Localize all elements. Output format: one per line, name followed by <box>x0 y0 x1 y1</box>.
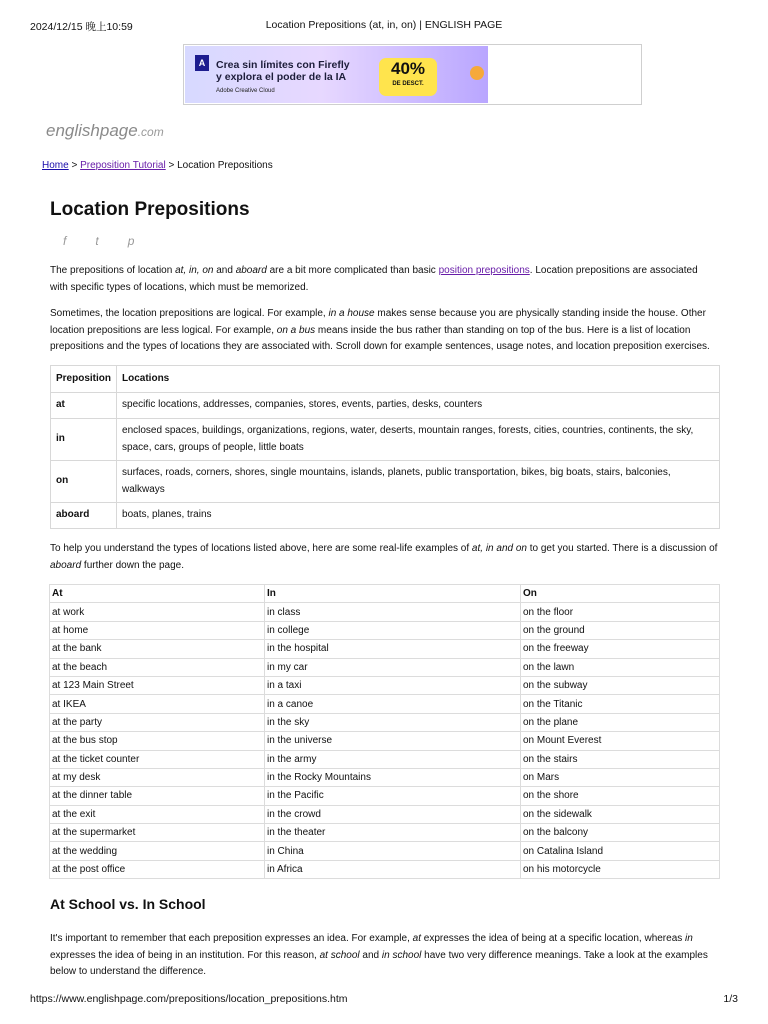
social-share-bar <box>63 234 163 248</box>
in-example-cell: in the army <box>265 750 521 768</box>
column-header: Preposition <box>51 366 117 393</box>
column-header: On <box>521 585 720 603</box>
column-header: Locations <box>117 366 720 393</box>
adobe-logo-icon: A <box>195 55 209 71</box>
site-logo-name: englishpage <box>46 121 138 140</box>
in-example-cell: in Africa <box>265 860 521 878</box>
table-row <box>50 713 720 731</box>
table-row <box>51 503 720 529</box>
text-run-italic: aboard <box>235 265 267 276</box>
text-run: and <box>359 949 382 961</box>
twitter-icon[interactable]: t <box>95 234 99 248</box>
on-example-cell: on the plane <box>521 713 720 731</box>
site-logo[interactable] <box>46 121 164 141</box>
at-example-cell: at the bus stop <box>50 732 265 750</box>
text-run: to get you started. There is a discussion of <box>526 543 718 554</box>
table-row <box>51 461 720 503</box>
in-example-cell: in China <box>265 842 521 860</box>
breadcrumb-separator: > <box>165 160 178 171</box>
on-example-cell: on Mars <box>521 768 720 786</box>
table-row <box>50 787 720 805</box>
discount-label: DE DESCT. <box>392 81 424 87</box>
text-run: Sometimes, the location prepositions are logical. For example, <box>50 308 329 319</box>
on-example-cell: on the lawn <box>521 658 720 676</box>
text-run: To help you understand the types of locations listed above, here are some real-life examples of <box>50 543 472 554</box>
at-example-cell: at the dinner table <box>50 787 265 805</box>
in-example-cell: in the universe <box>265 732 521 750</box>
locations-cell: specific locations, addresses, companies, stores, events, parties, desks, counters <box>117 393 720 419</box>
breadcrumb-separator: > <box>68 160 81 171</box>
preposition-cell: on <box>51 461 117 503</box>
text-run-italic: in school <box>381 949 422 961</box>
preposition-cell: at <box>51 393 117 419</box>
at-example-cell: at the wedding <box>50 842 265 860</box>
advertisement-banner[interactable] <box>183 44 642 105</box>
examples-intro-paragraph <box>50 541 718 574</box>
breadcrumb-current: Location Prepositions <box>177 160 273 171</box>
breadcrumb-home-link[interactable]: Home <box>42 160 69 171</box>
locations-cell: boats, planes, trains <box>117 503 720 529</box>
ad-line-2: y explora el poder de la IA <box>216 71 347 83</box>
examples-table <box>49 584 720 879</box>
in-example-cell: in a canoe <box>265 695 521 713</box>
position-prepositions-link[interactable]: position prepositions <box>438 265 530 276</box>
at-example-cell: at the post office <box>50 860 265 878</box>
text-run-italic: in <box>685 933 693 944</box>
breadcrumb-tutorial-link[interactable]: Preposition Tutorial <box>80 160 166 171</box>
text-run: and <box>213 265 236 276</box>
table-row <box>50 658 720 676</box>
print-url: https://www.englishpage.com/prepositions/location_prepositions.htm <box>30 993 348 1005</box>
breadcrumb <box>42 160 273 171</box>
facebook-icon[interactable]: f <box>63 234 67 248</box>
table-row <box>50 621 720 639</box>
table-row <box>50 695 720 713</box>
table-row <box>50 824 720 842</box>
locations-table <box>50 365 720 529</box>
discount-badge <box>379 58 437 96</box>
at-example-cell: at the supermarket <box>50 824 265 842</box>
on-example-cell: on the sidewalk <box>521 805 720 823</box>
in-example-cell: in the crowd <box>265 805 521 823</box>
text-run: It's important to remember that each preposition expresses an idea. For example, <box>50 933 413 944</box>
in-example-cell: in the theater <box>265 824 521 842</box>
intro-paragraph-1 <box>50 263 718 296</box>
text-run-italic: aboard <box>50 559 82 571</box>
on-example-cell: on the Titanic <box>521 695 720 713</box>
print-header <box>30 19 738 33</box>
at-example-cell: at home <box>50 621 265 639</box>
table-row <box>50 750 720 768</box>
in-example-cell: in the Rocky Mountains <box>265 768 521 786</box>
at-example-cell: at the exit <box>50 805 265 823</box>
print-date: 2024/12/15 晚上10:59 <box>30 21 133 33</box>
column-header: In <box>265 585 521 603</box>
on-example-cell: on the subway <box>521 676 720 694</box>
on-example-cell: on Mount Everest <box>521 732 720 750</box>
section2-paragraph <box>50 931 718 981</box>
text-run: . Location prepositions are associated with specific types of locations, which must be memorized. <box>50 265 698 293</box>
at-example-cell: at the bank <box>50 640 265 658</box>
text-run-italic: in a house <box>328 308 375 319</box>
table-header-row <box>51 366 720 393</box>
text-run: makes sense because you are physically standing inside the house. Other location prepositions are less logical. For example, <box>50 308 706 336</box>
on-example-cell: on the ground <box>521 621 720 639</box>
at-example-cell: at the ticket counter <box>50 750 265 768</box>
table-row <box>50 676 720 694</box>
table-row <box>50 842 720 860</box>
discount-percent: 40% <box>390 59 426 78</box>
text-run: The prepositions of location <box>50 265 176 276</box>
at-example-cell: at the party <box>50 713 265 731</box>
section-heading: At School vs. In School <box>50 896 206 912</box>
text-run-italic: at, in, on <box>175 265 214 276</box>
site-logo-tld: .com <box>137 125 164 139</box>
table-row <box>51 393 720 419</box>
text-run: means inside the bus rather than standing on top of the bus. Here is a list of location prepositions and the types of locations they are associated with. Scroll down for example sentences, usage notes, and location preposition exercises. <box>50 324 710 352</box>
text-run: further down the page. <box>81 559 184 571</box>
in-example-cell: in the Pacific <box>265 787 521 805</box>
in-example-cell: in the hospital <box>265 640 521 658</box>
pinterest-icon[interactable]: p <box>127 234 135 248</box>
on-example-cell: on the shore <box>521 787 720 805</box>
table-row <box>50 768 720 786</box>
text-run-italic: on a bus <box>276 324 316 336</box>
table-row <box>50 805 720 823</box>
table-row <box>50 860 720 878</box>
print-footer <box>30 993 738 1007</box>
at-example-cell: at my desk <box>50 768 265 786</box>
table-header-row <box>50 585 720 603</box>
in-example-cell: in the sky <box>265 713 521 731</box>
ad-line-1: Crea sin límites con Firefly <box>216 59 350 71</box>
at-example-cell: at work <box>50 603 265 621</box>
preposition-cell: aboard <box>51 503 117 529</box>
on-example-cell: on the balcony <box>521 824 720 842</box>
on-example-cell: on the freeway <box>521 640 720 658</box>
table-row <box>51 419 720 461</box>
intro-paragraph-2 <box>50 306 718 356</box>
ad-brand: Adobe Creative Cloud <box>216 88 275 94</box>
page-title: Location Prepositions <box>50 199 250 220</box>
text-run: expresses the idea of being at a specific location, whereas <box>421 933 686 944</box>
text-run: have two very difference meanings. Take a look at the examples below to understand the difference. <box>50 949 708 977</box>
text-run-italic: at <box>412 933 421 944</box>
at-example-cell: at IKEA <box>50 695 265 713</box>
table-row <box>50 640 720 658</box>
in-example-cell: in my car <box>265 658 521 676</box>
print-page-number: 1/3 <box>723 993 738 1005</box>
at-example-cell: at 123 Main Street <box>50 676 265 694</box>
print-page-title: Location Prepositions (at, in, on) | ENGLISH PAGE <box>265 19 503 31</box>
ad-headline <box>216 59 350 83</box>
text-run-italic: at, in and on <box>471 543 527 554</box>
preposition-cell: in <box>51 419 117 461</box>
text-run-italic: at school <box>319 949 360 961</box>
at-example-cell: at the beach <box>50 658 265 676</box>
sparkle-icon <box>470 66 484 80</box>
ad-creative[interactable] <box>185 46 488 103</box>
on-example-cell: on Catalina Island <box>521 842 720 860</box>
in-example-cell: in class <box>265 603 521 621</box>
on-example-cell: on the floor <box>521 603 720 621</box>
locations-cell: enclosed spaces, buildings, organizations, regions, water, deserts, mountain ranges, forests, cities, countries, continents, the sky, space, cars, groups of people, little boats <box>117 419 720 461</box>
text-run: expresses the idea of being in an institution. For this reason, <box>50 949 320 961</box>
text-run: are a bit more complicated than basic <box>266 265 439 276</box>
on-example-cell: on the stairs <box>521 750 720 768</box>
on-example-cell: on his motorcycle <box>521 860 720 878</box>
in-example-cell: in college <box>265 621 521 639</box>
column-header: At <box>50 585 265 603</box>
table-row <box>50 732 720 750</box>
locations-cell: surfaces, roads, corners, shores, single mountains, islands, planets, public transportation, bikes, big boats, stairs, balconies, walkways <box>117 461 720 503</box>
in-example-cell: in a taxi <box>265 676 521 694</box>
table-row <box>50 603 720 621</box>
